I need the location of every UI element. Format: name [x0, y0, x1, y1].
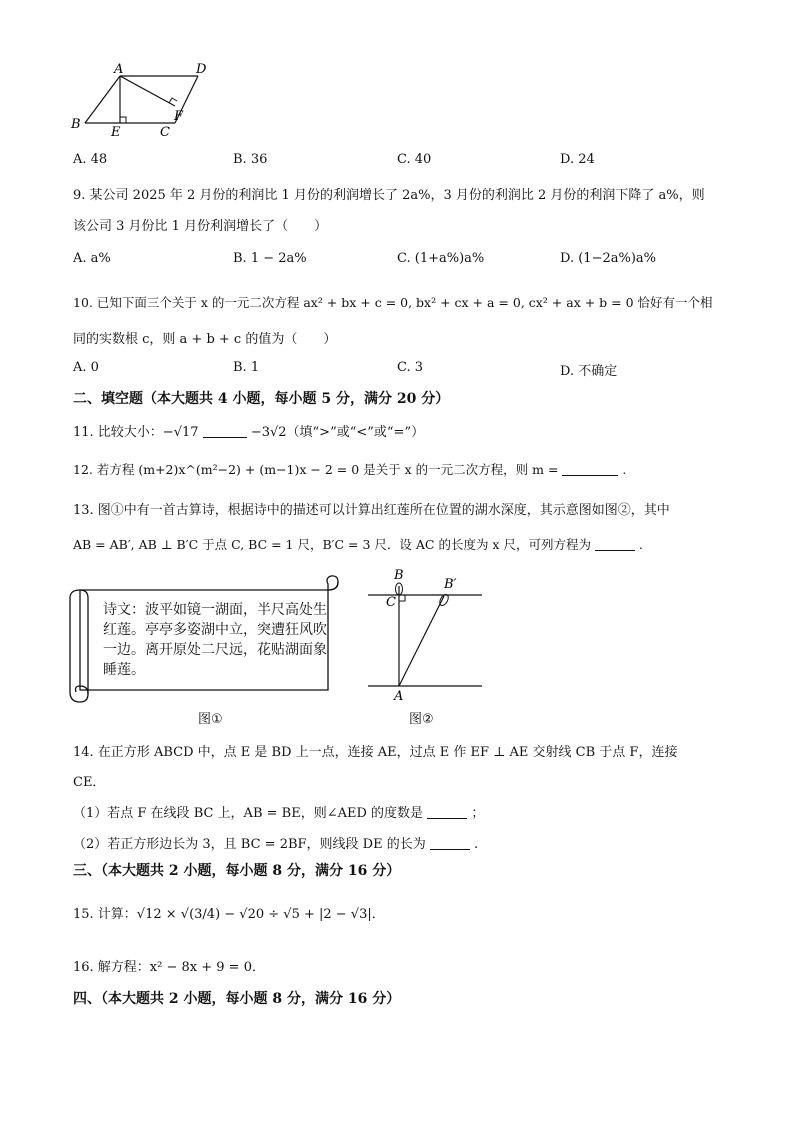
- q10-option-c: C. 3: [397, 360, 424, 375]
- q9-option-c: C. (1+a%)a%: [397, 251, 485, 266]
- q13-line-1: 13. 图①中有一首古算诗，根据诗中的描述可以计算出红莲所在位置的湖水深度，其示意图如图②，其中: [73, 503, 670, 518]
- q12-prefix: 12. 若方程 (m+2)x^(m²−2) + (m−1)x − 2 = 0 是关于 x 的一元二次方程，则 m =: [73, 462, 559, 477]
- q9-line-2: 该公司 3 月份比 1 月份利润增长了（ ）: [73, 219, 328, 234]
- q14-line-2: CE．: [73, 775, 106, 790]
- q14-line-1: 14. 在正方形 ABCD 中，点 E 是 BD 上一点，连接 AE，过点 E 作 EF ⊥ AE 交射线 CB 于点 F，连接: [73, 745, 678, 760]
- q12-suffix: .: [622, 462, 627, 477]
- q11-prefix: 11. 比较大小：−√17: [73, 425, 199, 440]
- q13-line-2-suffix: .: [638, 537, 643, 552]
- fig2-label-b-prime: B′: [444, 577, 457, 592]
- parallelogram-figure: [65, 58, 225, 143]
- q9-option-d: D. (1−2a%)a%: [560, 251, 657, 266]
- q14-sub-1-answer-blank[interactable]: [427, 806, 467, 819]
- q11-answer-blank[interactable]: [203, 425, 247, 438]
- fig2-label-a: A: [394, 689, 404, 704]
- q9-option-b: B. 1 − 2a%: [233, 251, 307, 266]
- q10-line-1: 10. 已知下面三个关于 x 的一元二次方程 ax² + bx + c = 0, bx² + cx + a = 0, cx² + ax + b = 0 恰好有一个相: [73, 295, 713, 310]
- q8-option-a: A. 48: [73, 152, 108, 167]
- fig2-label-b: B: [394, 568, 404, 583]
- q13-line-2: [73, 535, 643, 553]
- q8-option-d: D. 24: [560, 152, 595, 167]
- poem-text: 诗文：波平如镜一湖面，半尺高处生红莲。亭亭多姿湖中立，突遭狂风吹一边。离开原处二尺远，花贴湖面象睡莲。: [103, 602, 327, 678]
- q14-sub-2: [73, 833, 478, 852]
- q13-answer-blank[interactable]: [595, 538, 635, 551]
- lotus-geometry-figure: [360, 566, 490, 706]
- label-f: F: [174, 109, 184, 124]
- q16: 16. 解方程：x² − 8x + 9 = 0．: [73, 960, 265, 975]
- q8-option-b: B. 36: [233, 152, 268, 167]
- q11: [73, 421, 424, 440]
- label-c: C: [160, 125, 170, 140]
- label-e: E: [111, 125, 121, 140]
- q14-sub-1-prefix: （1）若点 F 在线段 BC 上，AB = BE，则∠AED 的度数是: [73, 806, 424, 821]
- q14-sub-2-suffix: .: [474, 837, 479, 852]
- figure-1-label: 图①: [198, 712, 223, 727]
- q13-line-2-prefix: AB = AB′, AB ⊥ B′C 于点 C, BC = 1 尺，B′C = 3 尺．设 AC 的长度为 x 尺，可列方程为: [73, 537, 591, 552]
- q14-sub-1-suffix: ；: [471, 806, 485, 821]
- q15: 15. 计算：√12 × √(3/4) − √20 ÷ √5 + |2 − √3|．: [73, 907, 385, 922]
- q10-line-2: 同的实数根 c，则 a + b + c 的值为（ ）: [73, 332, 337, 347]
- q12-answer-blank[interactable]: [562, 463, 618, 476]
- q11-suffix: −3√2（填“>”或“<”或“=”）: [250, 425, 425, 440]
- q9-option-a: A. a%: [73, 251, 111, 266]
- q10-option-d: D. 不确定: [560, 364, 618, 379]
- label-d: D: [196, 62, 207, 77]
- q10-option-a: A. 0: [73, 360, 99, 375]
- q12: [73, 460, 626, 478]
- figure-2-label: 图②: [409, 712, 434, 727]
- q14-sub-2-answer-blank[interactable]: [430, 837, 470, 850]
- label-a: A: [114, 62, 124, 77]
- label-b: B: [71, 117, 81, 132]
- section-heading-3: 三、（本大题共 2 小题，每小题 8 分，满分 16 分）: [73, 863, 401, 879]
- q9-line-1: 9. 某公司 2025 年 2 月份的利润比 1 月份的利润增长了 2a%，3 月份的利润比 2 月份的利润下降了 a%，则: [73, 188, 705, 203]
- q14-sub-2-prefix: （2）若正方形边长为 3，且 BC = 2BF，则线段 DE 的长为: [73, 837, 426, 852]
- q8-option-c: C. 40: [397, 152, 432, 167]
- section-heading-4: 四、（本大题共 2 小题，每小题 8 分，满分 16 分）: [73, 991, 401, 1007]
- q10-option-b: B. 1: [233, 360, 260, 375]
- fig2-label-c: C: [386, 595, 396, 610]
- section-heading-fill-in: 二、填空题（本大题共 4 小题，每小题 5 分，满分 20 分）: [73, 391, 450, 407]
- q14-sub-1: [73, 802, 484, 821]
